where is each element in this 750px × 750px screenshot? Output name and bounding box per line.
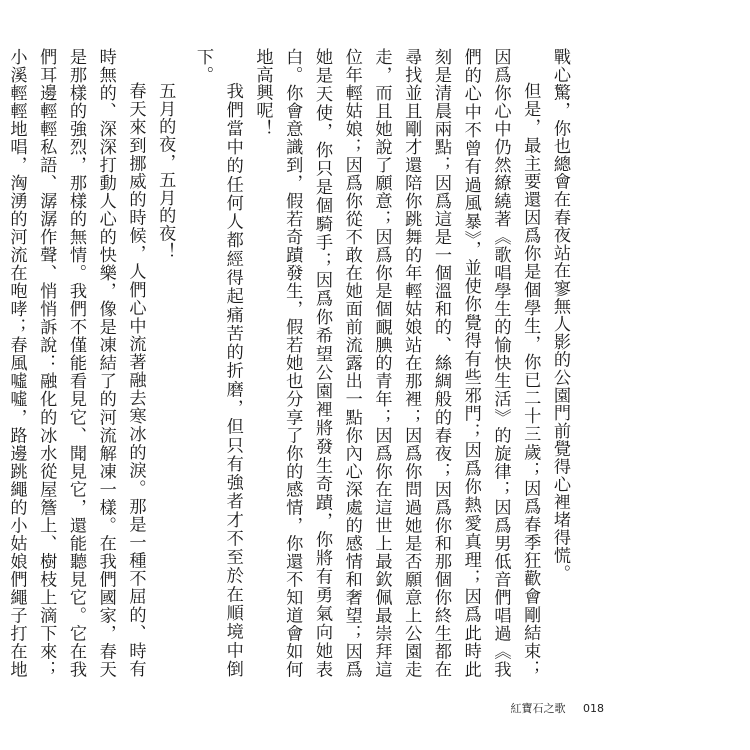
paragraph-2: 但是，最主要還因爲你是個學生，你已二十三歲；因爲春季狂歡會剛結束；因爲你心中仍然繚繞著《歌唱學生的愉快生活》的旋律；因爲男低音們唱過《我們的心中不曾有過風暴》，並使你覺得有些邪門；因爲你熱愛真理；因爲此時此刻是清晨兩點；因爲這是一個溫和的、絲綢般的春夜；因爲你和那個你終生都在尋找並且剛才還陪你跳舞的年輕姑娘站在那裡；因爲你問過她是否願意上公園走走，而且她說了願意；因爲你是個靦腆的青年；因爲你在這世上最欽佩最崇拜這位年輕姑娘；因爲你從不敢在她面前流露出一點你內心深處的感情和奢望；因爲她是天使，你只是個騎手；因爲你希望公園裡將發生奇蹟，你將有勇氣向她表白。你會意識到，假若奇蹟發生，假若她也分享了你的感情，你還不知道會如何地高興呢！	[252, 48, 541, 678]
vertical-text-block	[0, 48, 574, 678]
footer-page-number: 018	[583, 702, 604, 715]
paragraph-5: 春天來到挪威的時候，人們心中流著融去寒冰的淚。那是一種不屈的、時有時無的、深深打動人心的快樂，像是凍結了的河流解凍一樣。在我們國家，春天是那樣的強烈，那樣的無情。我們不僅能看見它、聞見它，還能聽見它。它在我們耳邊輕輕私語、潺潺作聲、悄悄訴說：融化的冰水從屋簷上、樹枝上滴下來；小溪輕輕地唱，洶湧的河流在咆哮；春風噓噓，路邊跳繩的小姑娘們繩子打在地	[6, 48, 146, 678]
page-footer	[511, 700, 605, 716]
footer-book-title: 紅寶石之歌	[510, 702, 566, 715]
paragraph-4: 五月的夜，五月的夜！	[155, 82, 176, 261]
paragraph-3: 我們當中的任何人都經得起痛苦的折磨，但只有強者才不至於在順境中倒下。	[193, 48, 243, 678]
paragraph-1: 戰心驚，你也總會在春夜站在寥無人影的公園門前覺得心裡堵得慌。	[550, 48, 570, 582]
